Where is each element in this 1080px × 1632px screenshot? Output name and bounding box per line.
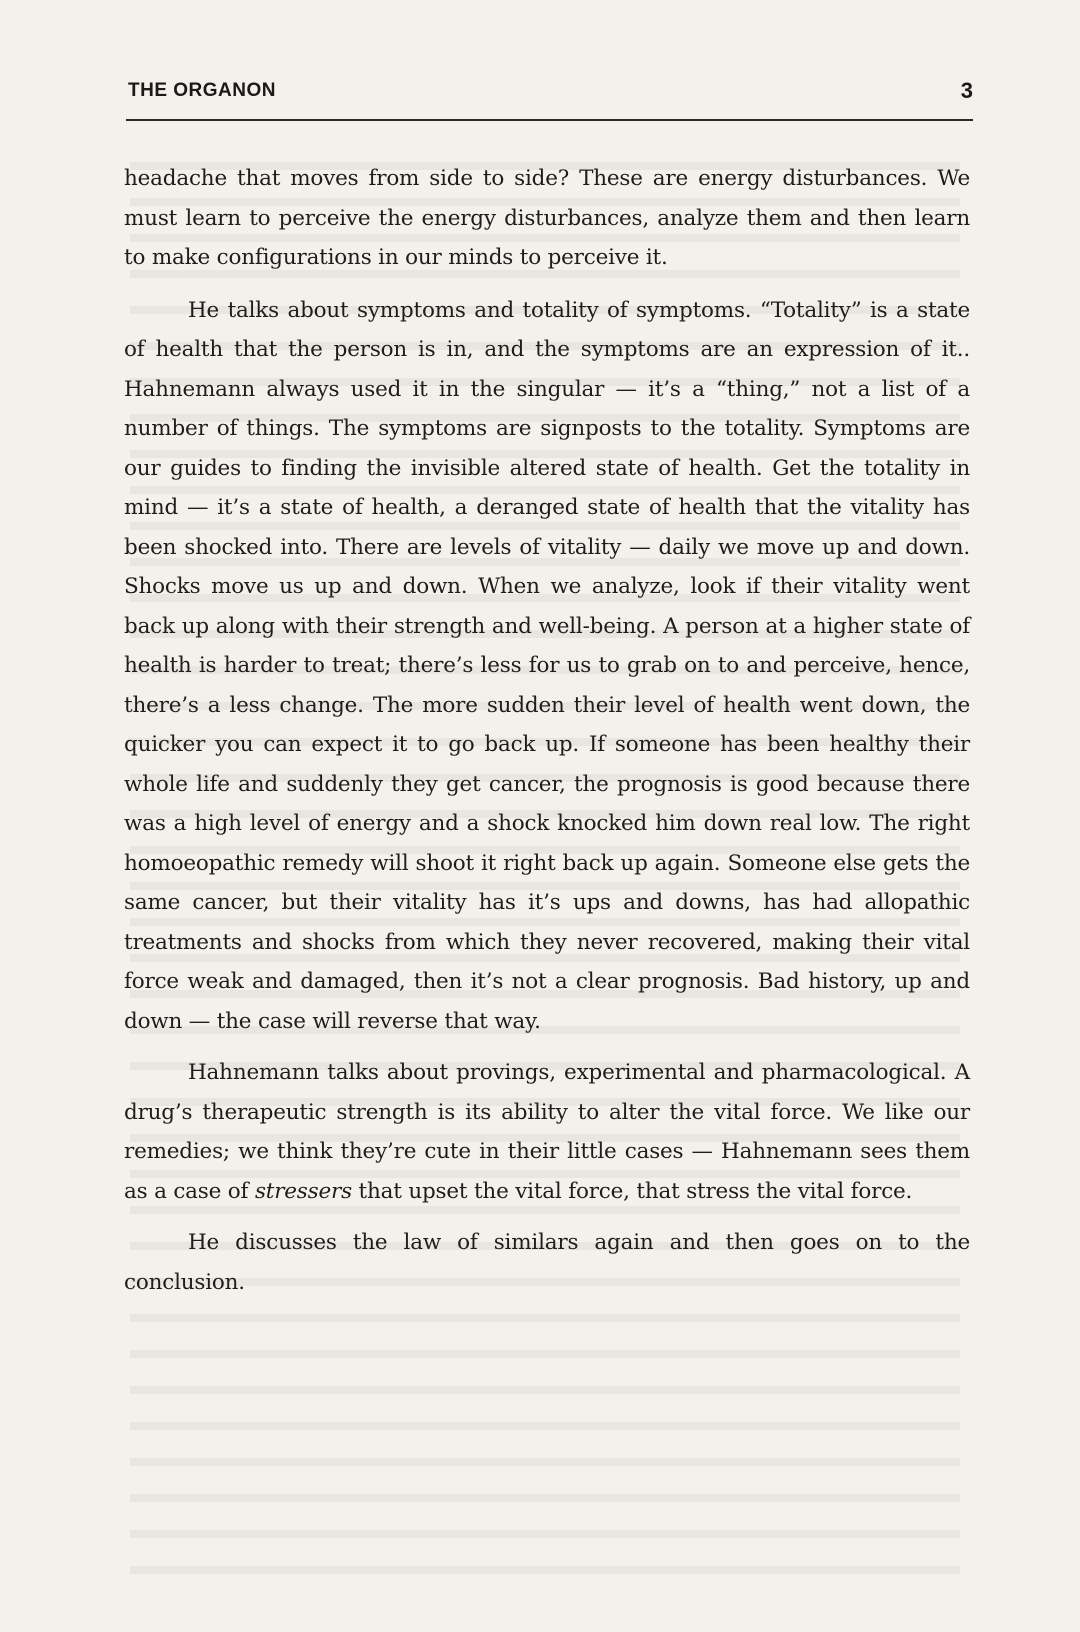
running-header (128, 78, 973, 108)
header-rule (126, 119, 973, 121)
running-title: THE ORGANON (128, 80, 276, 101)
paragraph-provings (124, 1053, 970, 1211)
paragraph-continuation: headache that moves from side to side? These are energy disturbances. We must learn to perceive the energy disturbances, analyze them and then learn to make configurations in our minds to perceive it. (124, 166, 970, 270)
page-number: 3 (960, 78, 973, 103)
emphasis-stressers: stressers (254, 1178, 352, 1204)
body-text (124, 159, 970, 1302)
provings-text-before: Hahnemann talks about provings, experimental and pharmacological. A drug’s therapeutic strength is its ability to alter the vital force. We like our remedies; we think they’re cute in their little cases — Hahnemann sees them as a case of (124, 1060, 970, 1204)
paragraph-totality: He talks about symptoms and totality of symptoms. “Totality” is a state of health that the person is in, and the symptoms are an expression of it.. Hahnemann always used it in the singular — it’s a “thing,” not a list of a number of things. The symptoms are signposts to the totality. Symptoms are our guides to finding the invisible altered state of health. Get the totality in mind — it’s a state of health, a deranged state of health that the vitality has been shocked into. There are levels of vitality — daily we move up and down. Shocks move us up and down. When we analyze, look if their vitality went back up along with their strength and well-being. A person at a higher state of health is harder to treat; there’s less for us to grab on to and perceive, hence, there’s a less change. The more sudden their level of health went down, the quicker you can expect it to go back up. If someone has been healthy their whole life and suddenly they get cancer, the prognosis is good because there was a high level of energy and a shock knocked him down real low. The right homoeopathic remedy will shoot it right back up again. Someone else gets the same cancer, but their vitality has it’s ups and downs, has had allopathic treatments and shocks from which they never recovered, making their vital force weak and damaged, then it’s not a clear prognosis. Bad history, up and down — the case will reverse that way. (124, 297, 970, 1034)
paragraph-law-of-similars: He discusses the law of similars again and then goes on to the conclusion. (124, 1230, 970, 1295)
provings-text-after: that upset the vital force, that stress the vital force. (351, 1178, 913, 1204)
